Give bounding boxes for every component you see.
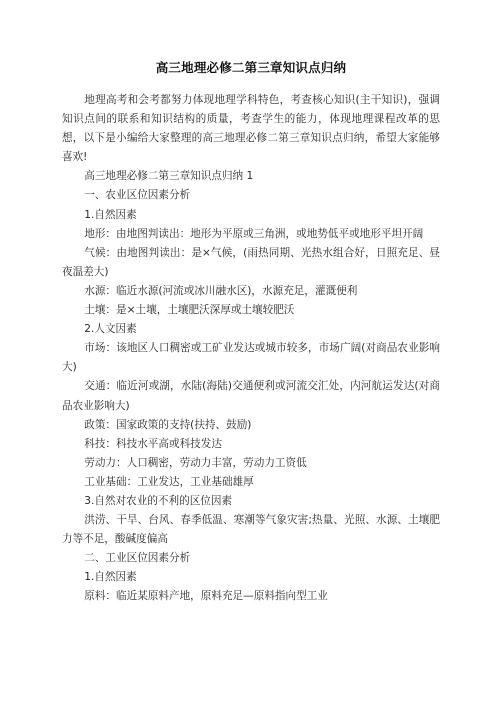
subheading-natural-factors: 1.自然因素 xyxy=(84,208,137,221)
heading-industry-factors: 二、工业区位因素分析 xyxy=(84,552,191,565)
subheading-unfavorable-factors: 3.自然对农业的不利的区位因素 xyxy=(84,494,233,507)
paragraph-section-heading: 高三地理必修二第三章知识点归纳 1 xyxy=(84,170,254,183)
paragraph-market: 市场：该地区人口稠密或工矿业发达或城市较多，市场广阔(对商品农业影响大) xyxy=(62,342,440,374)
paragraph-disasters: 洪涝、干旱、台风、春季低温、寒潮等气象灾害;热量、光照、水源、土壤肥力等不足，酸碱度偏高 xyxy=(62,514,440,546)
paragraph-soil: 土壤：是×土壤，土壤肥沃深厚或土壤较肥沃 xyxy=(84,304,295,317)
subheading-industry-natural-factors: 1.自然因素 xyxy=(84,571,137,584)
document-page xyxy=(62,58,440,607)
subheading-human-factors: 2.人文因素 xyxy=(84,323,137,336)
paragraph-terrain: 地形：由地图判读出：地形为平原或三角洲，或地势低平或地形平坦开阔 xyxy=(84,227,424,240)
paragraph-labor: 劳动力：人口稠密，劳动力丰富，劳动力工资低 xyxy=(84,456,307,469)
paragraph-water: 水源：临近水源(河流或冰川融水区)，水源充足，灌溉便利 xyxy=(84,284,358,297)
paragraph-climate: 气候：由地图判读出：是×气候，(雨热同期、光热水组合好，日照充足、昼夜温差大) xyxy=(62,246,440,278)
paragraph-raw-materials: 原料：临近某原料产地，原料充足—原料指向型工业 xyxy=(84,590,328,603)
paragraph-intro: 地理高考和会考都努力体现地理学科特色，考查核心知识(主干知识)，强调知识点间的联系和知识结构的质量，考查学生的能力，体现地理课程改革的思想，以下是小编给大家整理的高三地理必修二第三章知识点归纳，希望大家能够喜欢! xyxy=(62,94,440,164)
document-body xyxy=(62,91,440,607)
document-title: 高三地理必修二第三章知识点归纳 xyxy=(155,60,347,75)
paragraph-transport: 交通：临近河或湖，水陆(海陆)交通便利或河流交汇处，内河航运发达(对商品农业影响大) xyxy=(62,380,440,412)
paragraph-technology: 科技：科技水平高或科技发达 xyxy=(84,437,222,450)
paragraph-industrial-base: 工业基础：工业发达，工业基础雄厚 xyxy=(84,475,254,488)
heading-agriculture-factors: 一、农业区位因素分析 xyxy=(84,189,191,202)
paragraph-policy: 政策：国家政策的支持(扶持、鼓励) xyxy=(84,418,252,431)
